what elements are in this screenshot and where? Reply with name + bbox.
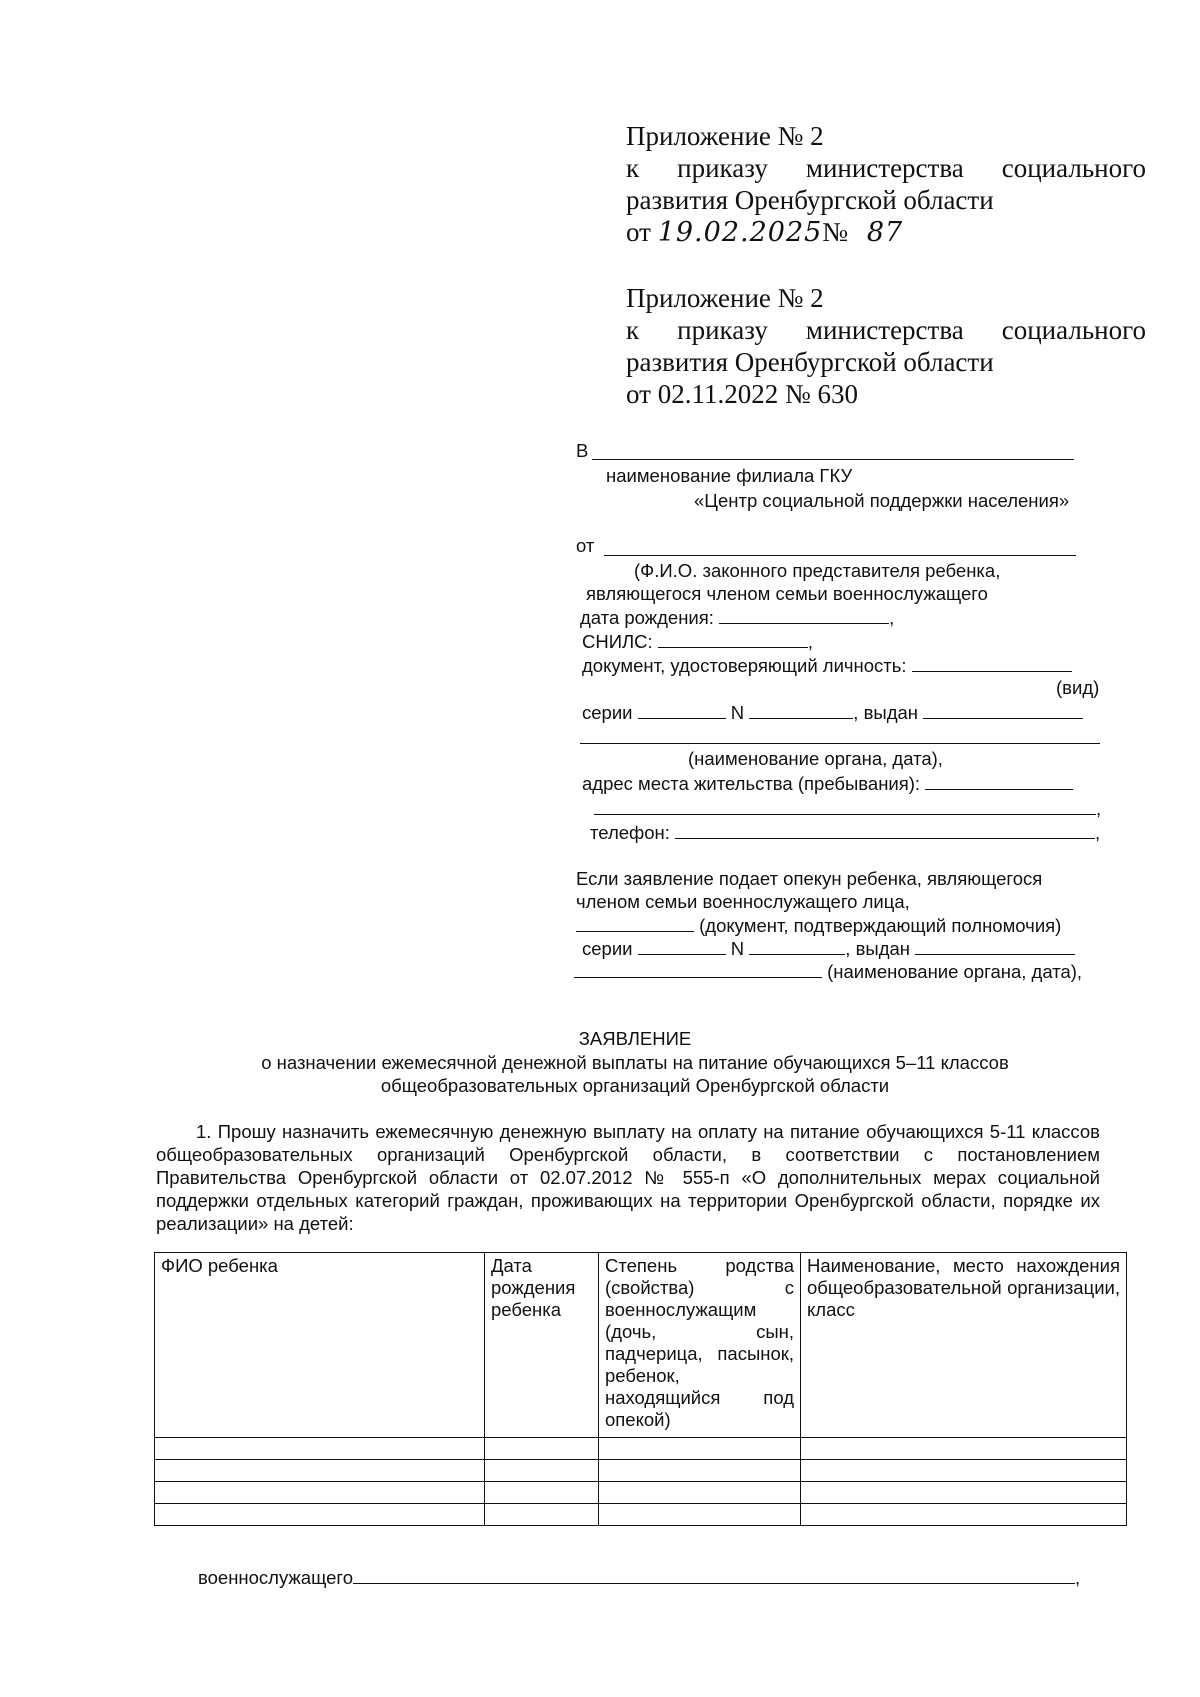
word: социального	[1001, 315, 1146, 345]
phone-field[interactable]	[675, 821, 1095, 839]
snils-label: СНИЛС:	[582, 631, 653, 652]
issued-by-field[interactable]	[923, 701, 1083, 719]
comma: ,	[807, 631, 813, 652]
guardian-issued-field[interactable]	[915, 937, 1075, 955]
guardian-doc-caption: (документ, подтверждающий полномочия)	[699, 915, 1062, 936]
word: министерства	[805, 315, 964, 345]
word: к	[626, 153, 640, 183]
guardian-authority-field[interactable]	[574, 960, 822, 978]
id-doc-row	[582, 654, 1072, 677]
guardian-doc-field[interactable]	[576, 914, 694, 932]
appendix-ministry-line: развития Оренбургской области	[626, 185, 994, 215]
handwritten-date: 19.02.2025	[657, 217, 823, 248]
appendix-ministry-line: развития Оренбургской области	[626, 347, 994, 377]
child-relationship-cell[interactable]	[599, 1460, 801, 1482]
statement-subtitle-2: общеобразовательных организаций Оренбургской области	[380, 1075, 890, 1096]
center-caption: «Центр социальной поддержки населения»	[694, 490, 1070, 511]
phone-row	[590, 821, 1100, 844]
guardian-doc-series-row	[582, 937, 1075, 960]
birth-date-label: дата рождения:	[580, 607, 714, 628]
birth-date-field[interactable]	[719, 606, 889, 624]
child-birth-date-cell[interactable]	[485, 1482, 599, 1504]
comma: ,	[1095, 822, 1101, 843]
fio-caption: (Ф.И.О. законного представителя ребенка,	[634, 560, 1001, 581]
appendix-date-line	[626, 216, 1146, 249]
branch-caption: наименование филиала ГКУ	[606, 465, 853, 486]
number-label: N	[730, 702, 745, 723]
statement-subtitle-1: о назначении ежемесячной денежной выплаты на питание обучающихся 5–11 классов	[261, 1052, 1009, 1073]
header-child-fio: ФИО ребенка	[155, 1253, 485, 1438]
word: социального	[1001, 153, 1146, 183]
child-fio-cell[interactable]	[155, 1438, 485, 1460]
issued-label: , выдан	[845, 938, 911, 959]
from-prefix: от	[626, 217, 651, 247]
table-row	[155, 1438, 1127, 1460]
child-birth-date-cell[interactable]	[485, 1438, 599, 1460]
issued-by-field-cont[interactable]	[580, 743, 1100, 744]
series-field[interactable]	[638, 701, 726, 719]
header-birth-date: Дата рождения ребенка	[485, 1253, 599, 1438]
id-doc-label: документ, удостоверяющий личность:	[582, 655, 907, 676]
appendix-title: Приложение № 2	[626, 121, 824, 151]
word: к	[626, 315, 640, 345]
child-birth-date-cell[interactable]	[485, 1460, 599, 1482]
comma: ,	[1096, 798, 1102, 819]
to-prefix: В	[576, 440, 589, 461]
child-fio-cell[interactable]	[155, 1504, 485, 1526]
appendix-title: Приложение № 2	[626, 283, 824, 313]
appendix-previous	[626, 282, 1146, 410]
number-sign: №	[822, 217, 849, 247]
guardian-doc-row	[576, 914, 1061, 937]
appendix-order-line	[626, 314, 1146, 346]
address-field-cont[interactable]	[594, 797, 1096, 815]
serviceman-row	[198, 1566, 1080, 1589]
table-header-row	[155, 1253, 1127, 1438]
children-table	[154, 1252, 1127, 1526]
appendix-order-line	[626, 152, 1146, 184]
from-prefix: от	[576, 535, 595, 556]
series-label: серии	[582, 702, 633, 723]
child-school-cell[interactable]	[801, 1460, 1127, 1482]
authority-caption: (наименование органа, дата),	[688, 748, 943, 769]
child-school-cell[interactable]	[801, 1482, 1127, 1504]
number-field[interactable]	[749, 701, 853, 719]
phone-label: телефон:	[590, 822, 670, 843]
statement-paragraph	[156, 1120, 1100, 1235]
table-row	[155, 1460, 1127, 1482]
address-row	[582, 772, 1073, 795]
header-school: Наименование, место нахождения общеобразовательной организации, класс	[801, 1253, 1127, 1438]
snils-field[interactable]	[658, 630, 808, 648]
id-doc-field[interactable]	[912, 654, 1072, 672]
child-school-cell[interactable]	[801, 1438, 1127, 1460]
guardian-authority-caption: (наименование органа, дата),	[827, 961, 1083, 982]
table-row	[155, 1482, 1127, 1504]
comma: ,	[889, 607, 895, 628]
word: приказу	[677, 315, 768, 345]
serviceman-field[interactable]	[353, 1566, 1075, 1584]
fio-caption-2: являющегося членом семьи военнослужащего	[586, 583, 988, 604]
address-row-2	[594, 797, 1101, 820]
guardian-authority-row	[574, 960, 1082, 983]
applicant-fio-field[interactable]	[604, 555, 1076, 556]
handwritten-number: 87	[866, 217, 904, 248]
child-fio-cell[interactable]	[155, 1460, 485, 1482]
birth-date-row	[580, 606, 894, 629]
address-label: адрес места жительства (пребывания):	[582, 773, 921, 794]
passport-row	[582, 701, 1083, 724]
guardian-series-field[interactable]	[638, 937, 726, 955]
table-row	[155, 1504, 1127, 1526]
child-birth-date-cell[interactable]	[485, 1504, 599, 1526]
appendix-current	[626, 120, 1146, 249]
guardian-line-1: Если заявление подает опекун ребенка, являющегося	[576, 868, 1043, 889]
guardian-number-field[interactable]	[749, 937, 845, 955]
statement-paragraph-text: 1. Прошу назначить ежемесячную денежную выплату на оплату на питание обучающихся 5-11 классов общеобразовательных организаций Оренбургской области, в соответствии с постановлением Правительства Оренбургской области от 02.07.2012 № 555-п «О дополнительных мерах социальной поддержки отдельных категорий граждан, проживающих на территории Оренбургской области, порядке их реализации» на детей:	[156, 1121, 1100, 1234]
child-relationship-cell[interactable]	[599, 1504, 801, 1526]
child-school-cell[interactable]	[801, 1504, 1127, 1526]
child-relationship-cell[interactable]	[599, 1438, 801, 1460]
comma: ,	[1075, 1567, 1081, 1588]
word: приказу	[677, 153, 768, 183]
serviceman-label: военнослужащего	[198, 1567, 354, 1588]
statement-title: ЗАЯВЛЕНИЕ	[578, 1028, 692, 1049]
appendix-date-line: от 02.11.2022 № 630	[626, 379, 858, 409]
branch-name-field[interactable]	[592, 459, 1074, 460]
header-relationship: Степень родства (свойства) с военнослужащим (дочь, сын, падчерица, пасынок, ребенок, находящийся под опекой)	[599, 1253, 801, 1438]
guardian-line-2: членом семьи военнослужащего лица,	[576, 891, 910, 912]
series-label: серии	[582, 938, 633, 959]
issued-label: , выдан	[853, 702, 919, 723]
snils-row	[582, 630, 813, 653]
child-fio-cell[interactable]	[155, 1482, 485, 1504]
word: министерства	[805, 153, 964, 183]
child-relationship-cell[interactable]	[599, 1482, 801, 1504]
number-label: N	[730, 938, 745, 959]
address-field[interactable]	[925, 772, 1073, 790]
kind-caption: (вид)	[1056, 677, 1100, 698]
